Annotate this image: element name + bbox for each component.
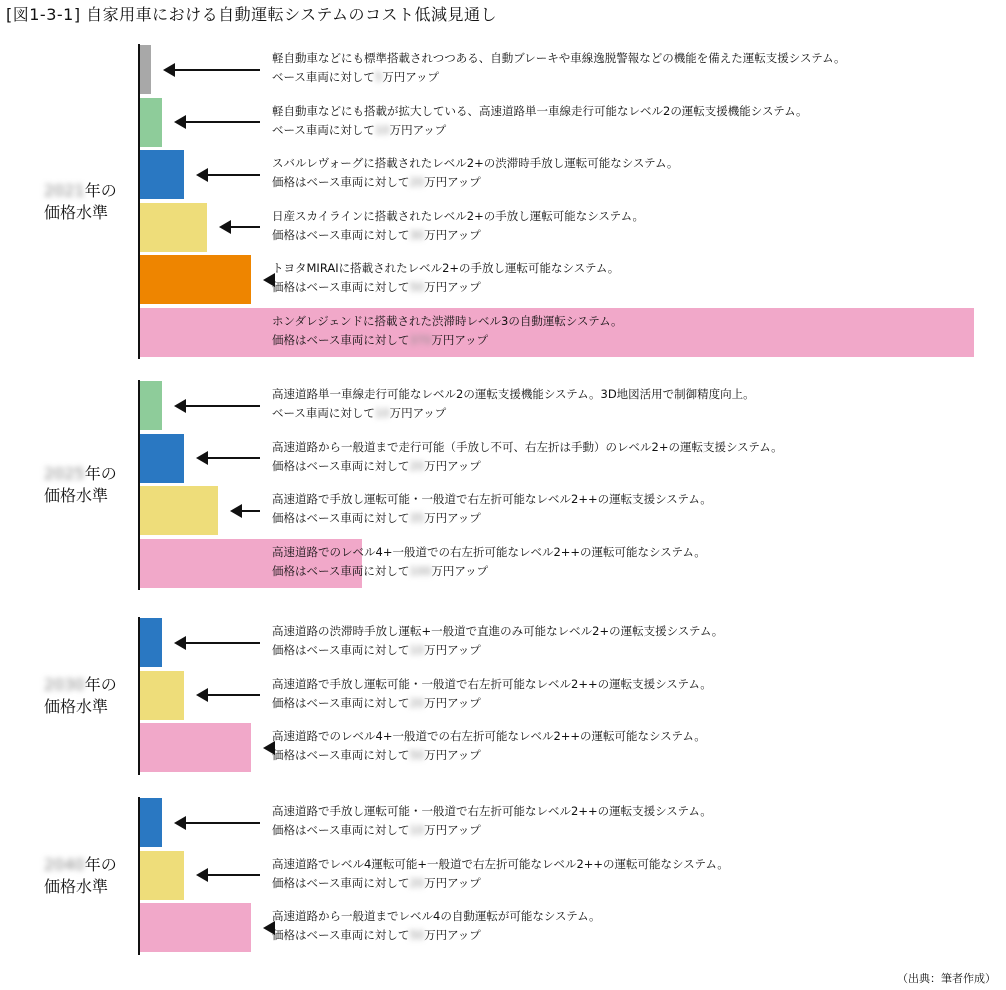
description-line: 高速道路で手放し運転可能・一般道で右左折可能なレベル2++の運転支援システム。 bbox=[272, 804, 712, 818]
price-prefix: 価格はベース車両に対して bbox=[272, 227, 410, 242]
group-year-suffix: 年の bbox=[84, 674, 117, 694]
group-label-line2 bbox=[44, 876, 134, 898]
system-description bbox=[272, 102, 808, 140]
description-line: 高速道路で手放し運転可能・一般道で右左折可能なレベル2++の運転支援システム。 bbox=[272, 492, 712, 506]
system-description bbox=[272, 49, 846, 87]
system-description bbox=[272, 802, 712, 840]
cost-bar bbox=[140, 618, 162, 667]
group-year: 2040 bbox=[44, 854, 85, 874]
price-prefix: 価格はベース車両に対して bbox=[272, 458, 410, 473]
cost-bar bbox=[140, 798, 162, 847]
price-prefix: 価格はベース車両に対して bbox=[272, 695, 410, 710]
pointer-arrow bbox=[230, 504, 260, 518]
price-value: 10 bbox=[374, 406, 390, 420]
price-prefix: 価格はベース車両に対して bbox=[272, 748, 410, 762]
cost-bar bbox=[140, 851, 184, 900]
price-value: 35 bbox=[409, 511, 425, 525]
group-label-text: 価格水準 bbox=[44, 876, 109, 896]
group-label-text: 価格水準 bbox=[44, 696, 109, 716]
price-prefix: 価格はベース車両に対して bbox=[272, 823, 410, 837]
group-year: 2021 bbox=[44, 180, 85, 200]
description-line: 高速道路でレベル4運転可能+一般道で右左折可能なレベル2++の運転可能なシステム。 bbox=[272, 856, 729, 871]
description-text bbox=[272, 492, 712, 506]
group-label-line1 bbox=[44, 854, 134, 876]
price-suffix: 万円アップ bbox=[424, 643, 481, 657]
group-label-text: 価格水準 bbox=[44, 486, 109, 505]
price-suffix: 万円アップ bbox=[424, 175, 481, 189]
price-line bbox=[272, 641, 723, 660]
cost-bar bbox=[140, 671, 184, 720]
price-line bbox=[272, 278, 619, 297]
pointer-arrow bbox=[174, 399, 260, 413]
arrow-shaft bbox=[206, 874, 260, 876]
description-line: 高速道路単一車線走行可能なレベル2の運転支援機能システム。3D地図活用で制御精度向上。 bbox=[272, 387, 755, 401]
arrow-shaft bbox=[206, 174, 260, 176]
description-line: 軽自動車などにも搭載が拡大している、高速道路単一車線走行可能なレベル2の運転支援機能システム。 bbox=[272, 103, 808, 118]
group-label-2030 bbox=[44, 674, 134, 718]
price-prefix: ベース車両に対して bbox=[272, 70, 375, 84]
description-text bbox=[272, 677, 712, 691]
cost-bar bbox=[140, 150, 184, 199]
group-label-line1 bbox=[44, 674, 134, 696]
group-label-line2 bbox=[44, 202, 134, 224]
price-prefix: 価格はベース車両に対して bbox=[272, 563, 410, 578]
description-text bbox=[272, 51, 846, 65]
system-description bbox=[272, 543, 706, 581]
system-description bbox=[272, 490, 712, 528]
price-value: 10 bbox=[409, 643, 425, 657]
price-line bbox=[272, 404, 755, 423]
price-suffix: 万円アップ bbox=[424, 280, 481, 294]
price-suffix: 万円アップ bbox=[424, 823, 481, 837]
price-value: 100 bbox=[409, 563, 432, 578]
price-prefix: 価格はベース車両に対して bbox=[272, 280, 410, 294]
group-label-line2 bbox=[44, 696, 134, 718]
price-line bbox=[272, 226, 644, 245]
price-line bbox=[272, 874, 729, 893]
price-line bbox=[272, 694, 712, 713]
description-line: トヨタMIRAIに搭載されたレベル2+の手放し運転可能なシステム。 bbox=[272, 261, 620, 275]
description-text bbox=[272, 261, 619, 275]
price-suffix: 万円アップ bbox=[424, 695, 481, 710]
arrow-shaft bbox=[229, 226, 260, 228]
figure-title: [図1-3-1] 自家用車における自動運転システムのコスト低減見通し bbox=[6, 5, 498, 24]
price-suffix: 万円アップ bbox=[431, 332, 489, 347]
pointer-arrow bbox=[196, 168, 260, 182]
system-description bbox=[272, 438, 783, 476]
price-value: 50 bbox=[409, 748, 425, 762]
arrow-shaft bbox=[184, 121, 260, 123]
group-label-2021 bbox=[44, 180, 134, 224]
description-text bbox=[272, 909, 601, 923]
price-prefix: 価格はベース車両に対して bbox=[272, 332, 410, 347]
description-text bbox=[272, 545, 706, 559]
description-text bbox=[272, 387, 755, 401]
pointer-arrow bbox=[174, 816, 260, 830]
description-line: ホンダレジェンドに搭載された渋滞時レベル3の自動運転システム。 bbox=[272, 313, 623, 328]
group-label-line1 bbox=[44, 180, 134, 202]
price-line bbox=[272, 746, 706, 765]
price-suffix: 万円アップ bbox=[382, 70, 439, 84]
system-description bbox=[272, 259, 619, 297]
source-note: （出典：筆者作成） bbox=[897, 972, 996, 985]
pointer-arrow bbox=[163, 63, 260, 77]
price-value: 10 bbox=[409, 823, 425, 837]
description-line: 高速道路でのレベル4+一般道での右左折可能なレベル2++の運転可能なシステム。 bbox=[272, 729, 706, 743]
pointer-arrow bbox=[174, 636, 260, 650]
cost-bar bbox=[140, 723, 251, 772]
arrow-shaft bbox=[184, 405, 260, 407]
price-value: 20 bbox=[409, 175, 425, 189]
cost-bar bbox=[140, 255, 251, 304]
price-suffix: 万円アップ bbox=[389, 406, 447, 420]
price-prefix: 価格はベース車両に対して bbox=[272, 875, 410, 890]
price-suffix: 万円アップ bbox=[424, 928, 481, 942]
price-prefix: 価格はベース車両に対して bbox=[272, 928, 410, 942]
cost-bar bbox=[140, 486, 218, 535]
price-line bbox=[272, 68, 846, 87]
price-suffix: 万円アップ bbox=[424, 227, 481, 242]
group-label-line2 bbox=[44, 485, 134, 507]
price-value: 10 bbox=[374, 122, 390, 137]
price-suffix: 万円アップ bbox=[424, 748, 481, 762]
group-year-suffix: 年の bbox=[84, 464, 117, 483]
description-text bbox=[272, 156, 678, 170]
pointer-arrow bbox=[196, 868, 260, 882]
arrow-shaft bbox=[173, 69, 260, 71]
description-text bbox=[272, 314, 623, 328]
pointer-arrow bbox=[174, 115, 260, 129]
price-line bbox=[272, 331, 623, 350]
price-suffix: 万円アップ bbox=[431, 563, 489, 578]
price-line bbox=[272, 509, 712, 528]
pointer-arrow bbox=[196, 688, 260, 702]
price-value: 5 bbox=[374, 70, 383, 84]
price-value: 50 bbox=[409, 280, 425, 294]
group-label-2025 bbox=[44, 463, 134, 507]
arrow-shaft bbox=[240, 510, 260, 512]
arrow-shaft bbox=[184, 642, 260, 644]
description-text bbox=[272, 104, 808, 118]
cost-bar bbox=[140, 434, 184, 483]
price-value: 30 bbox=[409, 227, 425, 242]
group-label-2040 bbox=[44, 854, 134, 898]
description-line: 高速道路でのレベル4+一般道での右左折可能なレベル2++の運転可能なシステム。 bbox=[272, 544, 706, 559]
price-suffix: 万円アップ bbox=[424, 875, 481, 890]
price-prefix: ベース車両に対して bbox=[272, 406, 375, 420]
price-line bbox=[272, 173, 678, 192]
system-description bbox=[272, 727, 706, 765]
description-line: 高速道路から一般道までレベル4の自動運転が可能なシステム。 bbox=[272, 909, 601, 923]
pointer-arrow bbox=[219, 220, 260, 234]
description-line: 軽自動車などにも標準搭載されつつある、自動ブレーキや車線逸脱警報などの機能を備えた運転支援システム。 bbox=[272, 51, 846, 65]
group-year: 2030 bbox=[44, 674, 85, 694]
price-line bbox=[272, 821, 712, 840]
price-value: 20 bbox=[409, 458, 425, 473]
price-line bbox=[272, 562, 706, 581]
arrow-shaft bbox=[184, 822, 260, 824]
price-suffix: 万円アップ bbox=[424, 458, 481, 473]
price-line bbox=[272, 121, 808, 140]
price-prefix: 価格はベース車両に対して bbox=[272, 175, 410, 189]
system-description bbox=[272, 312, 623, 350]
group-label-text: 価格水準 bbox=[44, 202, 109, 222]
system-description bbox=[272, 154, 678, 192]
price-prefix: 価格はベース車両に対して bbox=[272, 511, 410, 525]
description-text bbox=[272, 209, 644, 223]
description-line: 高速道路の渋滞時手放し運転+一般道で直進のみ可能なレベル2+の運転支援システム。 bbox=[272, 624, 724, 638]
cost-bar bbox=[140, 203, 207, 252]
price-line bbox=[272, 457, 783, 476]
price-value: 20 bbox=[409, 875, 425, 890]
description-text bbox=[272, 440, 783, 454]
pointer-arrow bbox=[196, 451, 260, 465]
description-text bbox=[272, 729, 706, 743]
cost-bar bbox=[140, 903, 251, 952]
price-prefix: 価格はベース車両に対して bbox=[272, 643, 410, 657]
description-text bbox=[272, 624, 723, 638]
description-line: 日産スカイラインに搭載されたレベル2+の手放し運転可能なシステム。 bbox=[272, 208, 644, 223]
description-line: スバルレヴォーグに搭載されたレベル2+の渋滞時手放し運転可能なシステム。 bbox=[272, 156, 679, 170]
price-line bbox=[272, 926, 601, 945]
group-label-line1 bbox=[44, 463, 134, 485]
group-year: 2025 bbox=[44, 464, 85, 483]
description-line: 高速道路から一般道まで走行可能（手放し不可、右左折は手動）のレベル2+の運転支援システム。 bbox=[272, 439, 783, 454]
description-text bbox=[272, 804, 712, 818]
price-suffix: 万円アップ bbox=[389, 122, 447, 137]
group-year-suffix: 年の bbox=[84, 854, 117, 874]
cost-bar bbox=[140, 381, 162, 430]
description-line: 高速道路で手放し運転可能・一般道で右左折可能なレベル2++の運転支援システム。 bbox=[272, 676, 712, 691]
system-description bbox=[272, 622, 723, 660]
system-description bbox=[272, 855, 729, 893]
system-description bbox=[272, 385, 755, 423]
price-value: 20 bbox=[409, 695, 425, 710]
description-text bbox=[272, 857, 729, 871]
system-description bbox=[272, 675, 712, 713]
price-value: 370 bbox=[409, 332, 432, 347]
arrow-shaft bbox=[206, 694, 260, 696]
system-description bbox=[272, 207, 644, 245]
price-value: 50 bbox=[409, 928, 425, 942]
cost-bar bbox=[140, 98, 162, 147]
arrow-shaft bbox=[206, 457, 260, 459]
price-prefix: ベース車両に対して bbox=[272, 122, 375, 137]
cost-bar bbox=[140, 45, 151, 94]
group-year-suffix: 年の bbox=[84, 180, 117, 200]
system-description bbox=[272, 907, 601, 945]
price-suffix: 万円アップ bbox=[424, 511, 481, 525]
